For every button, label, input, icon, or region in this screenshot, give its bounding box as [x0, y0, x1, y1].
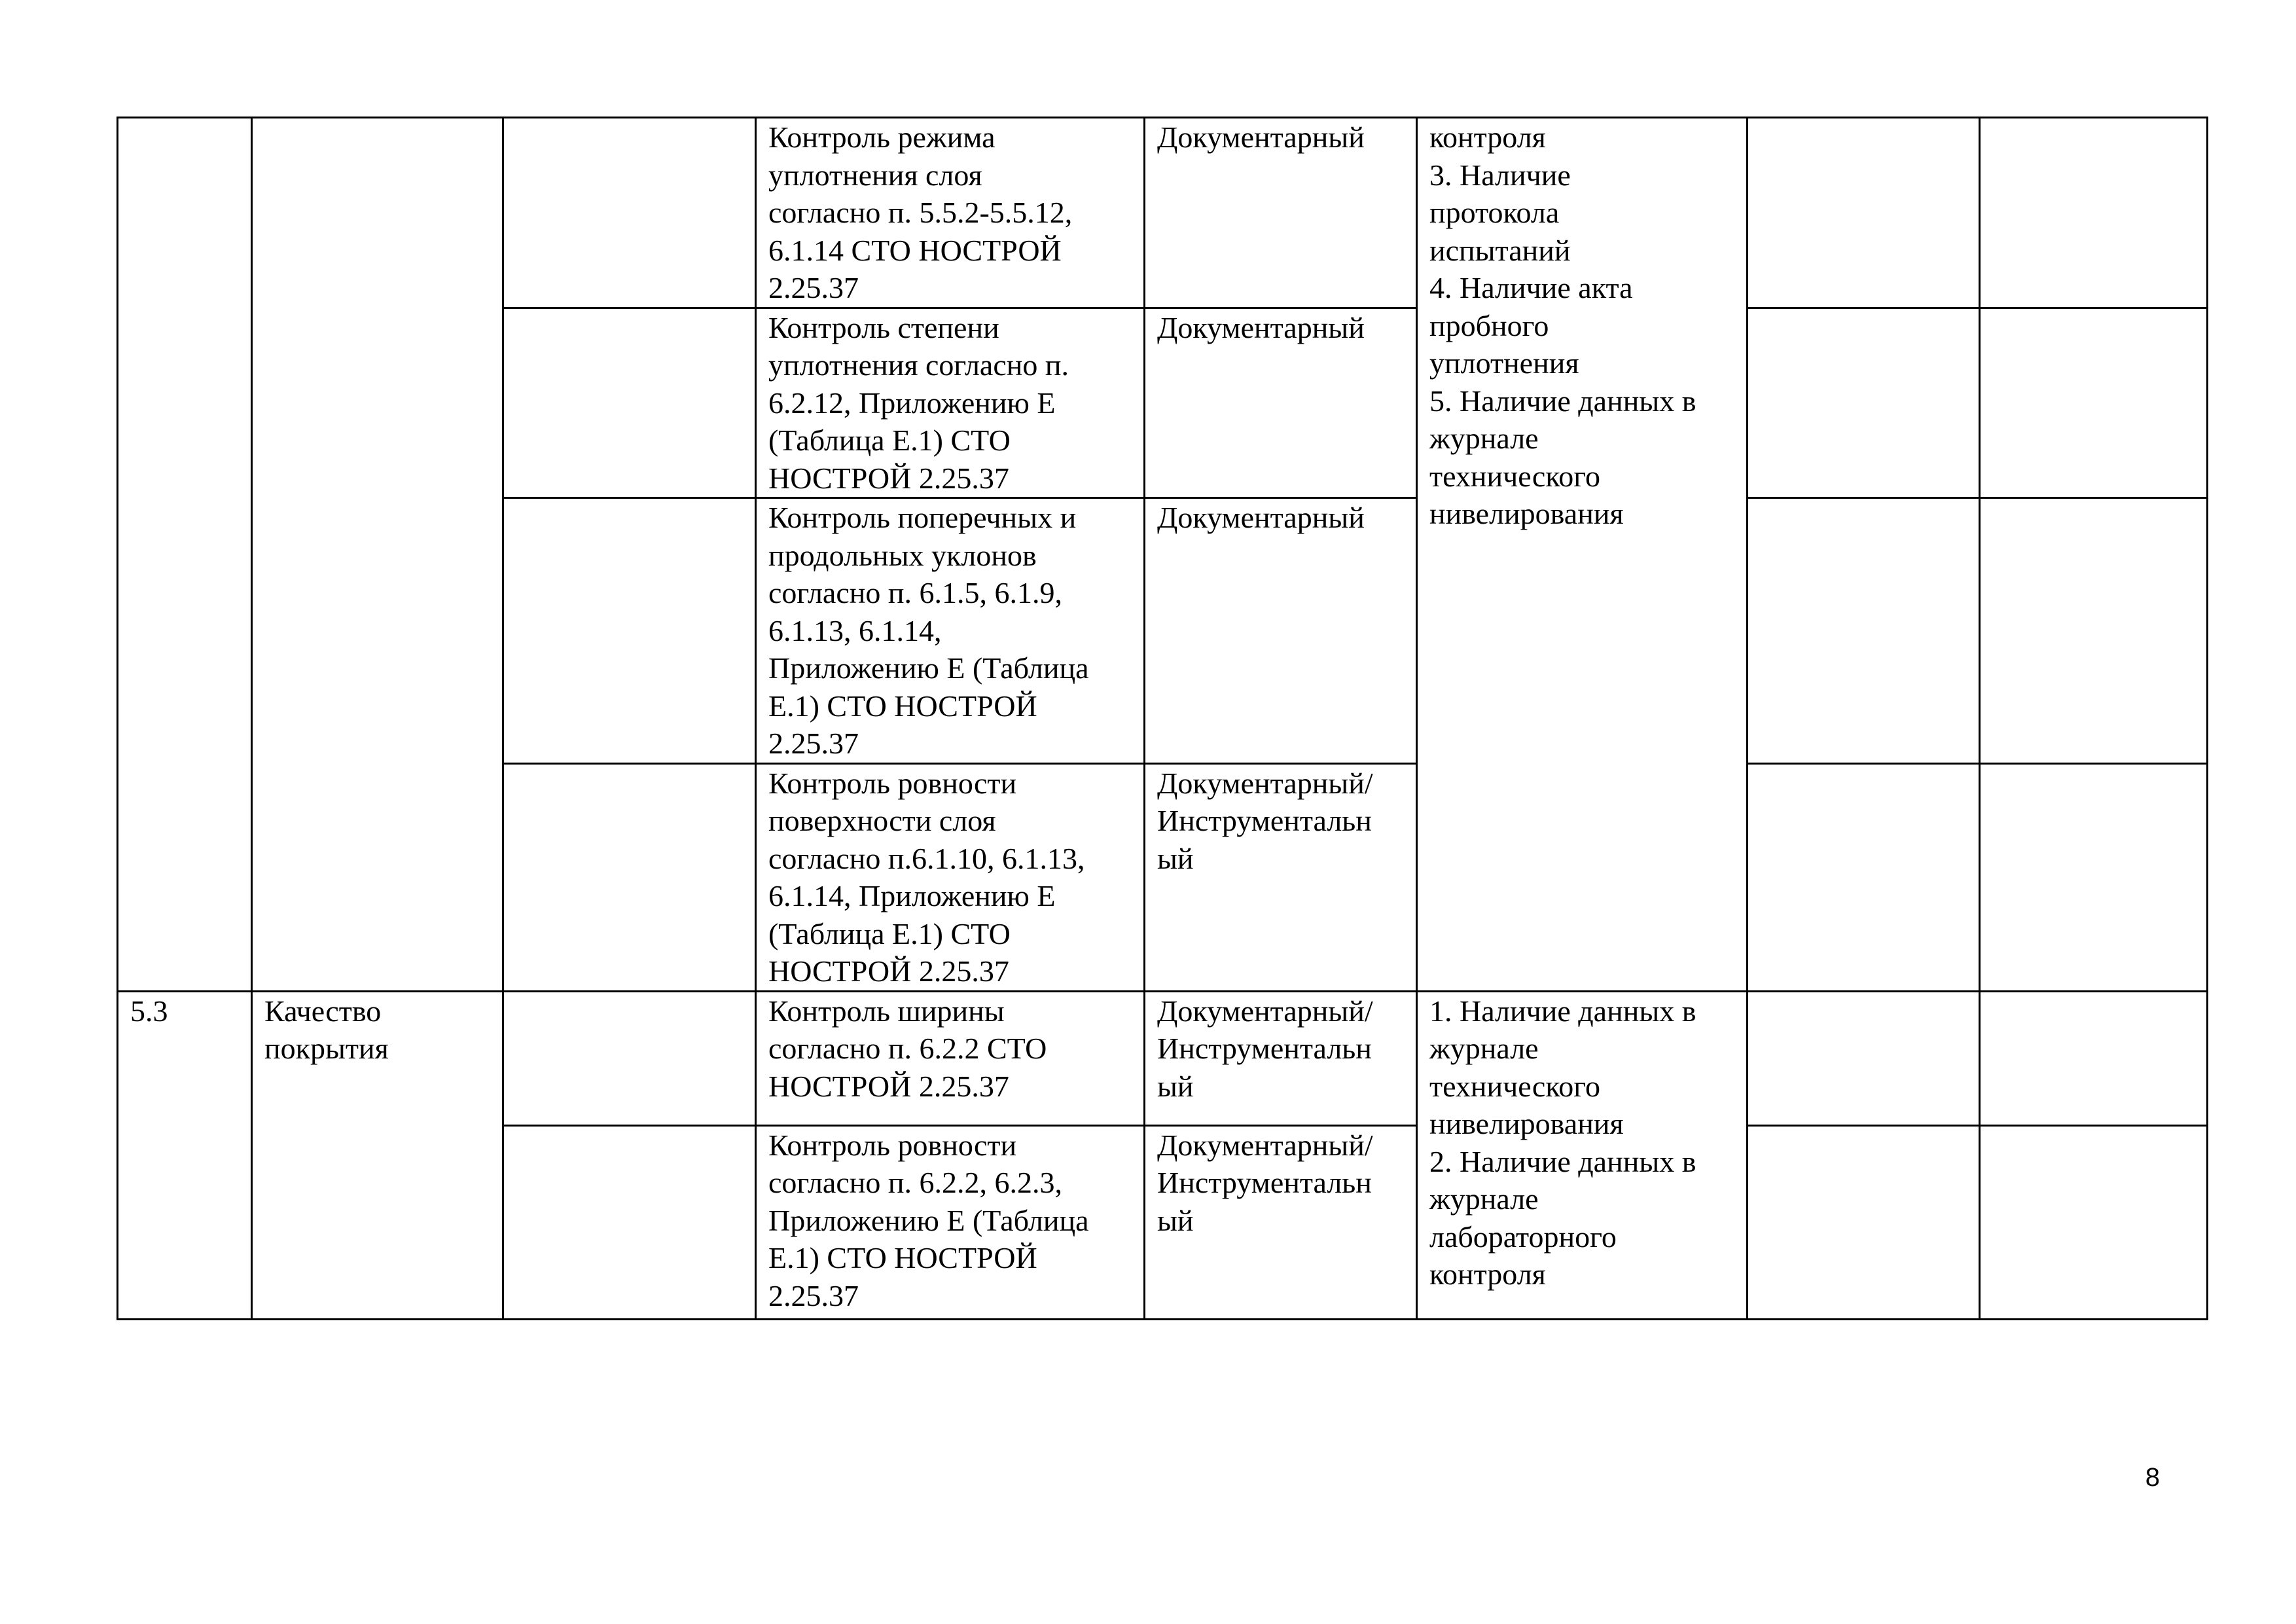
- blank-cell: [1980, 118, 2208, 308]
- blank-cell: [1980, 991, 2208, 1125]
- blank-cell: [1980, 763, 2208, 991]
- blank-cell: [503, 118, 756, 308]
- item-number-cell: [118, 118, 252, 992]
- blank-cell: [1748, 308, 1980, 498]
- blank-cell: [503, 1125, 756, 1319]
- blank-cell: [503, 991, 756, 1125]
- blank-cell: [1748, 498, 1980, 764]
- control-type-cell: Документарный/ Инструментальн ый: [1145, 991, 1417, 1125]
- control-type-cell: Документарный/ Инструментальн ый: [1145, 763, 1417, 991]
- blank-cell: [503, 763, 756, 991]
- table-row: [118, 118, 2208, 308]
- blank-cell: [1980, 1125, 2208, 1319]
- control-type-cell: Документарный: [1145, 498, 1417, 764]
- control-type-cell: Документарный: [1145, 308, 1417, 498]
- inspection-table: [117, 117, 2208, 1320]
- page-number: 8: [2145, 1463, 2160, 1492]
- blank-cell: [503, 308, 756, 498]
- item-name-cell: Качество покрытия: [252, 991, 503, 1319]
- control-method-cell: Контроль поперечных и продольных уклонов согласно п. 6.1.5, 6.1.9, 6.1.13, 6.1.14, Приложению Е (Таблица Е.1) СТО НОСТРОЙ 2.25.37: [756, 498, 1145, 764]
- blank-cell: [1748, 1125, 1980, 1319]
- control-method-cell: Контроль режима уплотнения слоя согласно п. 5.5.2-5.5.12, 6.1.14 СТО НОСТРОЙ 2.25.37: [756, 118, 1145, 308]
- evidence-cell: 1. Наличие данных в журнале технического нивелирования 2. Наличие данных в журнале лабораторного контроля: [1417, 991, 1748, 1319]
- control-method-cell: Контроль ровности согласно п. 6.2.2, 6.2.3, Приложению Е (Таблица Е.1) СТО НОСТРОЙ 2.25.37: [756, 1125, 1145, 1319]
- table-row: [118, 991, 2208, 1125]
- item-name-cell: [252, 118, 503, 992]
- item-number-cell: [118, 991, 252, 1319]
- control-type-cell: Документарный: [1145, 118, 1417, 308]
- blank-cell: [1980, 498, 2208, 764]
- evidence-cell: контроля 3. Наличие протокола испытаний 4. Наличие акта пробного уплотнения 5. Наличие данных в журнале технического нивелирования: [1417, 118, 1748, 992]
- item-number: 5.3: [130, 994, 168, 1028]
- blank-cell: [1748, 991, 1980, 1125]
- control-method-cell: Контроль ширины согласно п. 6.2.2 СТО НОСТРОЙ 2.25.37: [756, 991, 1145, 1125]
- control-method-cell: Контроль степени уплотнения согласно п. 6.2.12, Приложению Е (Таблица Е.1) СТО НОСТРОЙ 2.25.37: [756, 308, 1145, 498]
- blank-cell: [1980, 308, 2208, 498]
- control-method-cell: Контроль ровности поверхности слоя согласно п.6.1.10, 6.1.13, 6.1.14, Приложению Е (Таблица Е.1) СТО НОСТРОЙ 2.25.37: [756, 763, 1145, 991]
- blank-cell: [503, 498, 756, 764]
- blank-cell: [1748, 118, 1980, 308]
- blank-cell: [1748, 763, 1980, 991]
- control-type-cell: Документарный/ Инструментальн ый: [1145, 1125, 1417, 1319]
